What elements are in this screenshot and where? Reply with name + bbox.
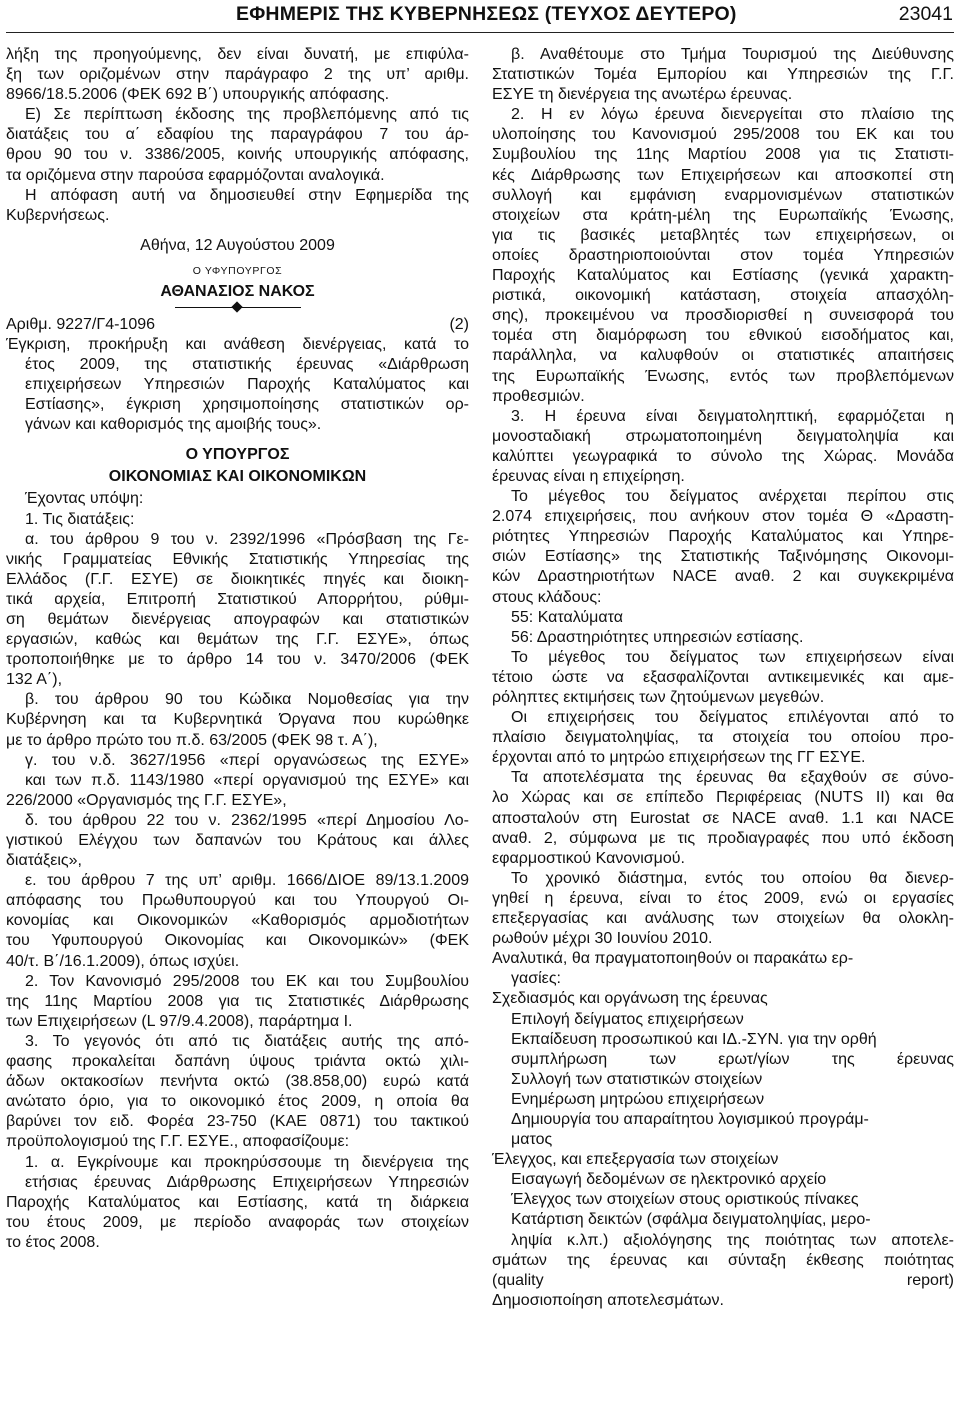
text-line: Το μέγεθος του δείγματος των επιχειρήσεων είναι xyxy=(511,648,954,666)
diamond-icon xyxy=(231,301,242,312)
text-line: Δημοσιοποίηση αποτελεσμάτων. xyxy=(492,1291,724,1309)
text-line: του έτους 2009, με περίοδο αναφοράς των στοιχείων xyxy=(6,1213,469,1231)
text-line: γιστικού Ελέγχου των δαπανών του Κράτους και άλλες xyxy=(6,832,469,849)
text-line: αναθ. 2, σύμφωνα με τις προδιαγραφές που υπό έκδοση xyxy=(492,829,954,847)
text-line: ριότητες Υπηρεσιών Παροχής Καταλύματος και Υπηρε- xyxy=(492,528,954,546)
text-line: αποσταλούν στη Eurostat σε NACE αναθ. 1.1 και NACE xyxy=(492,809,954,827)
text-line: διατάξεις του α΄ εδαφίου της παραγράφου 7 του άρ- xyxy=(6,126,469,144)
text-line: β. Αναθέτουμε στο Τμήμα Τουρισμού της Διεύθυνσης xyxy=(511,46,954,63)
text-line: β. του άρθρου 90 του Κώδικα Νομοθεσίας για την xyxy=(25,691,469,709)
text-line: κονομίας και Οικονομικών «Καθορισμός αρμοδιοτήτων xyxy=(6,912,469,930)
text-line: (quality report) xyxy=(492,1271,954,1289)
text-line: Συμβουλίου της 11ης Μαρτίου 2008 για τις Στατιστι- xyxy=(492,146,954,164)
text-line: Έλεγχος, και επεξεργασία των στοιχείων xyxy=(492,1151,779,1169)
text-line: και των π.δ. 1143/1980 «περί οργανισμού της ΕΣΥΕ» και xyxy=(25,771,469,789)
text-line: της Ευρωπαϊκής Ένωσης, εντός των προβλεπόμενων xyxy=(492,367,954,385)
text-line: Εκπαίδευση προσωπικού και ΙΔ.-ΣΥΝ. για την ορθή xyxy=(511,1030,877,1048)
text-line: απόφασης του Πρωθυπουργού και του Υπουργού Οι- xyxy=(6,892,469,910)
text-line: για τις βασικές μεταβλητές των επιχειρήσεων, οι xyxy=(492,226,954,244)
text-line: Παροχής Καταλύματος και Εστίασης, κατά τη διάρκεια xyxy=(6,1193,469,1211)
decision-number: Αριθμ. 9227/Γ4-1096 xyxy=(6,315,156,333)
text-line: προϋπολογισμού της Γ.Γ. ΕΣΥΕ., αποφασίζουμε: xyxy=(6,1133,350,1151)
text-line: ΕΣΥΕ τη διενέργεια της ανωτέρω έρευνας. xyxy=(492,86,793,104)
text-line: της 11ης Μαρτίου 2008 για τις Στατιστικές Διάρθρωσης xyxy=(6,992,469,1010)
text-line: ρωθούν μέχρι 30 Ιουνίου 2010. xyxy=(492,930,713,948)
text-line: ρόληπτες εκτιμήσεις των ζητούμενων μεγεθών. xyxy=(492,689,825,706)
signer-role: Ο ΥΦΥΠΟΥΡΓΟΣ xyxy=(192,264,283,277)
text-line: γασίες: xyxy=(511,970,561,988)
text-line: ε. του άρθρου 7 της υπ’ αριθμ. 1666/ΔΙΟΕ 89/13.1.2009 xyxy=(25,872,469,890)
text-line: διατάξεις», xyxy=(6,852,82,870)
text-line: Έχοντας υπόψη: xyxy=(25,490,144,508)
text-line: 55: Καταλύματα xyxy=(511,608,623,626)
subject-line: επιχειρήσεων Υπηρεσιών Παροχής Καταλύματος και xyxy=(25,376,469,394)
text-line: συλλογή και εμφάνιση εναρμονισμένων στατιστικών xyxy=(492,186,954,204)
text-line: 132 Α΄), xyxy=(6,671,63,689)
signer-name: ΑΘΑΝΑΣΙΟΣ ΝΑΚΟΣ xyxy=(160,282,315,300)
text-line: δ. του άρθρου 22 του ν. 2362/1995 «περί Δημοσίου Λο- xyxy=(25,811,469,829)
text-line: 3. Η έρευνα είναι δειγματοληπτική, εφαρμόζεται η xyxy=(511,407,954,425)
text-line: 8966/18.5.2006 (ΦΕΚ 692 Β΄) υπουργικής απόφασης. xyxy=(6,86,390,104)
decision-heading xyxy=(6,315,469,335)
text-line: οποίες δραστηριοποιούνται στον τομέα Υπηρεσιών xyxy=(492,246,954,264)
text-line: 40/τ. Β΄/16.1.2009), όπως ισχύει. xyxy=(6,952,240,970)
text-line: Ενημέρωση μητρώου επιχειρήσεων xyxy=(511,1090,765,1108)
text-line: σιών Εστίασης» της Στατιστικής Ταξινόμησης Οικονομι- xyxy=(492,548,954,566)
ministry-name: ΟΙΚΟΝΟΜΙΑΣ ΚΑΙ ΟΙΚΟΝΟΜΙΚΩΝ xyxy=(108,468,367,486)
text-line: 1. α. Εγκρίνουμε και προκηρύσσουμε τη διενέργεια της xyxy=(25,1153,469,1171)
text-line: έρευνας είναι η επιχείρηση. xyxy=(492,467,685,485)
text-line: Συλλογή των στατιστικών στοιχείων xyxy=(511,1070,763,1088)
text-line: Το μέγεθος του δείγματος ανέρχεται περίπου στις xyxy=(511,488,954,506)
text-line: στους κλάδους: xyxy=(492,588,602,606)
text-line: προθεσμιών. xyxy=(492,387,585,405)
text-line: ληψία κ.λπ.) αξιολόγησης της ποιότητας των αποτελε- xyxy=(511,1231,954,1249)
text-line: Οι επιχειρήσεις του δείγματος επιλέγονται από το xyxy=(511,709,954,727)
text-line: τομέα στη διαμόρφωση του εθνικού εισοδήματος και, xyxy=(492,327,954,345)
minister-title: Ο ΥΠΟΥΡΓΟΣ xyxy=(185,446,290,464)
text-line: Έλεγχος των στοιχείων στους οριστικούς πίνακες xyxy=(511,1191,859,1209)
text-line: Ε) Σε περίπτωση έκδοσης της προβλεπόμενης από τις xyxy=(25,106,469,124)
text-line: γ. του ν.δ. 3627/1956 «περί οργανώσεως της ΕΣΥΕ» xyxy=(25,751,469,769)
text-line: φασης προκαλείται δαπάνη ύψους τριάντα οκτώ χιλι- xyxy=(6,1053,469,1071)
text-line: νικής Γραμματείας Εθνικής Στατιστικής Υπηρεσίας της xyxy=(6,550,469,568)
text-line: πλαίσιο δειγματοληψίας, τα στοιχεία του οποίου προ- xyxy=(492,729,954,747)
text-line: ριστικά, οικονομική κατάσταση, στοιχεία απασχόλη- xyxy=(492,287,954,305)
subject-line: Έγκριση, προκήρυξη και ανάθεση διενέργειας, κατά το xyxy=(6,335,469,353)
text-line: λο Χώρας και σε επίπεδο Περιφέρειας (NUTS II) και θα xyxy=(492,789,954,807)
text-line: σης), προκειμένου να προσδιορισθεί η συνεισφορά του xyxy=(492,307,954,325)
text-line: θρου 90 του ν. 3386/2005, κοινής υπουργικής απόφασης, xyxy=(6,146,469,164)
text-line: Τα αποτελέσματα της έρευνας θα εξαχθούν σε σύνο- xyxy=(511,769,954,787)
text-line: εφαρμοστικού Κανονισμού. xyxy=(492,849,685,867)
text-line: Επιλογή δείγματος επιχειρήσεων xyxy=(511,1010,744,1028)
text-line: τέτοιο ώστε να εξασφαλίζονται αντικειμενικές και αμε- xyxy=(492,668,954,686)
text-line: εργασιών, καθώς και θεμάτων της Γ.Γ. ΕΣΥΕ», όπως xyxy=(6,631,469,649)
text-line: 226/2000 «Οργανισμός της Γ.Γ. ΕΣΥΕ», xyxy=(6,791,287,809)
place-date: Αθήνα, 12 Αυγούστου 2009 xyxy=(140,236,335,254)
text-line: Η απόφαση αυτή να δημοσιευθεί στην Εφημερίδα της xyxy=(25,186,469,204)
decision-index: (2) xyxy=(449,315,469,333)
subject-line: γάνων και καθορισμός της αμοιβής τους». xyxy=(25,416,322,434)
text-line: τα οριζόμενα στην παρούσα εφαρμόζονται αναλογικά. xyxy=(6,166,385,184)
text-line: Αναλυτικά, θα πραγματοποιηθούν οι παρακάτω ερ- xyxy=(492,950,854,968)
text-line: κών Δραστηριοτήτων NACE αναθ. 2 και συγκεκριμένα xyxy=(492,568,954,586)
text-line: Κυβερνήσεως. xyxy=(6,206,110,224)
text-line: άδων οκτακοσίων πενήντα οκτώ (38.858,00) ευρώ κατά xyxy=(6,1073,469,1091)
text-line: καλύπτει γεωγραφικά το σύνολο της Χώρας. Μονάδα xyxy=(492,447,954,465)
text-line: Το χρονικό διάστημα, εντός του οποίου θα διενερ- xyxy=(511,869,954,887)
text-line: τροποποιήθηκε με το άρθρο 14 του ν. 3470/2006 (ΦΕΚ xyxy=(6,651,469,669)
text-line: τικά αρχεία, Επιτροπή Στατιστικού Απορρήτου, ρύθμι- xyxy=(6,590,469,608)
text-line: 2. Η εν λόγω έρευνα διενεργείται στο πλαίσιο της xyxy=(511,106,954,124)
section-separator xyxy=(175,302,301,314)
text-line: στοιχείων στα κράτη-μέλη της Ευρωπαϊκής Ένωσης, xyxy=(492,206,954,224)
text-line: 2.074 επιχειρήσεις, που ανήκουν στον τομέα Θ «Δραστη- xyxy=(492,508,954,526)
text-line: Ελλάδος (Γ.Γ. ΕΣΥΕ) σε διοικητικές πηγές και διοικη- xyxy=(6,570,469,588)
text-line: υλοποίησης του Κανονισμού 295/2008 του ΕΚ και του xyxy=(492,126,954,144)
text-line: βαρύνει τον ειδ. Φορέα 23-750 (ΚΑΕ 0871) του τακτικού xyxy=(6,1113,469,1131)
right-column xyxy=(492,45,954,1311)
text-line: ετήσιας έρευνας Διάρθρωσης Επιχειρήσεων Υπηρεσιών xyxy=(25,1173,469,1191)
text-line: Δημιουργία του απαραίτητου λογισμικού προγράμ- xyxy=(511,1110,869,1128)
text-line: Στατιστικών Τομέα Εμπορίου και Υπηρεσιών της Γ.Γ. xyxy=(492,66,954,84)
text-line: Κατάρτιση δεικτών (σφάλμα δειγματοληψίας, μερο- xyxy=(511,1211,871,1229)
text-line: με το άρθρο πρώτο του π.δ. 63/2005 (ΦΕΚ 98 τ. Α΄), xyxy=(6,731,378,749)
page-number: 23041 xyxy=(898,3,953,25)
text-line: 56: Δραστηριότητες υπηρεσιών εστίασης. xyxy=(511,628,804,646)
text-line: Σχεδιασμός και οργάνωση της έρευνας xyxy=(492,990,768,1008)
subject-line: έτος 2009, της στατιστικής έρευνας «Διάρθρωση xyxy=(25,356,469,374)
subject-line: Εστίασης», έγκριση χρησιμοποίησης στατιστικών ορ- xyxy=(25,396,469,414)
text-line: ση θεμάτων διενέργειας απογραφών και στατιστικών xyxy=(6,610,469,628)
text-line: α. του άρθρου 9 του ν. 2392/1996 «Πρόσβαση της Γε- xyxy=(25,530,469,548)
text-line: μονοσταδιακή στρωματοποιημένη δειγματοληψία και xyxy=(492,427,954,445)
text-line: των Επιχειρήσεων (L 97/9.4.2008), παράρτημα Ι. xyxy=(6,1012,353,1030)
text-line: γηθεί η έρευνα, είναι το έτος 2009, ενώ οι εργασίες xyxy=(492,889,954,907)
text-line: 3. Το γεγονός ότι από τις διατάξεις αυτής της από- xyxy=(25,1032,469,1050)
text-line: το έτος 2008. xyxy=(6,1233,100,1251)
text-line: Κυβέρνηση και τα Κυβερνητικά Όργανα που κυρώθηκε xyxy=(6,711,469,729)
text-line: κές Διάρθρωσης των Επιχειρήσεων και αποσκοπεί στη xyxy=(492,166,954,184)
text-line: Εισαγωγή δεδομένων σε ηλεκτρονικό αρχείο xyxy=(511,1171,827,1189)
text-line: ματος xyxy=(511,1131,553,1149)
text-line: επεξεργασίας και ανάλυσης των στοιχείων θα ολοκλη- xyxy=(492,910,954,928)
text-line: παράλληλα, να καλυφθούν οι στατιστικές απαιτήσεις xyxy=(492,347,954,365)
text-line: λήξη της προηγούμενης, δεν είναι δυνατή, με επιφύλα- xyxy=(6,46,469,63)
text-line: σμάτων της έρευνας και σύνταξη έκθεσης ποιότητας xyxy=(492,1251,954,1269)
text-line: ανώτατο όριο, για το οικονομικό έτος 2009, η οποία θα xyxy=(6,1093,469,1111)
left-column xyxy=(6,45,469,1253)
text-line: Παροχής Καταλύματος και Εστίασης (γενικά χαρακτη- xyxy=(492,267,954,285)
header-divider xyxy=(6,32,954,33)
text-line: έρχονται από το μητρώο επιχειρήσεων της ΓΓ ΕΣΥΕ. xyxy=(492,749,866,767)
text-line: ξη των οριζομένων στην παράγραφο 2 της υπ’ αριθμ. xyxy=(6,66,469,84)
text-line: συμπλήρωση των ερωτ/γίων της έρευνας xyxy=(511,1050,954,1068)
text-line: του Υφυπουργού Οικονομίας και Οικονομικών» (ΦΕΚ xyxy=(6,932,469,950)
gazette-title: ΕΦΗΜΕΡΙΣ ΤΗΣ ΚΥΒΕΡΝΗΣΕΩΣ (ΤΕΥΧΟΣ ΔΕΥΤΕΡΟ) xyxy=(236,3,737,25)
text-line: 1. Τις διατάξεις: xyxy=(25,510,135,528)
text-line: 2. Τον Κανονισμό 295/2008 του ΕΚ και του Συμβουλίου xyxy=(25,972,469,990)
